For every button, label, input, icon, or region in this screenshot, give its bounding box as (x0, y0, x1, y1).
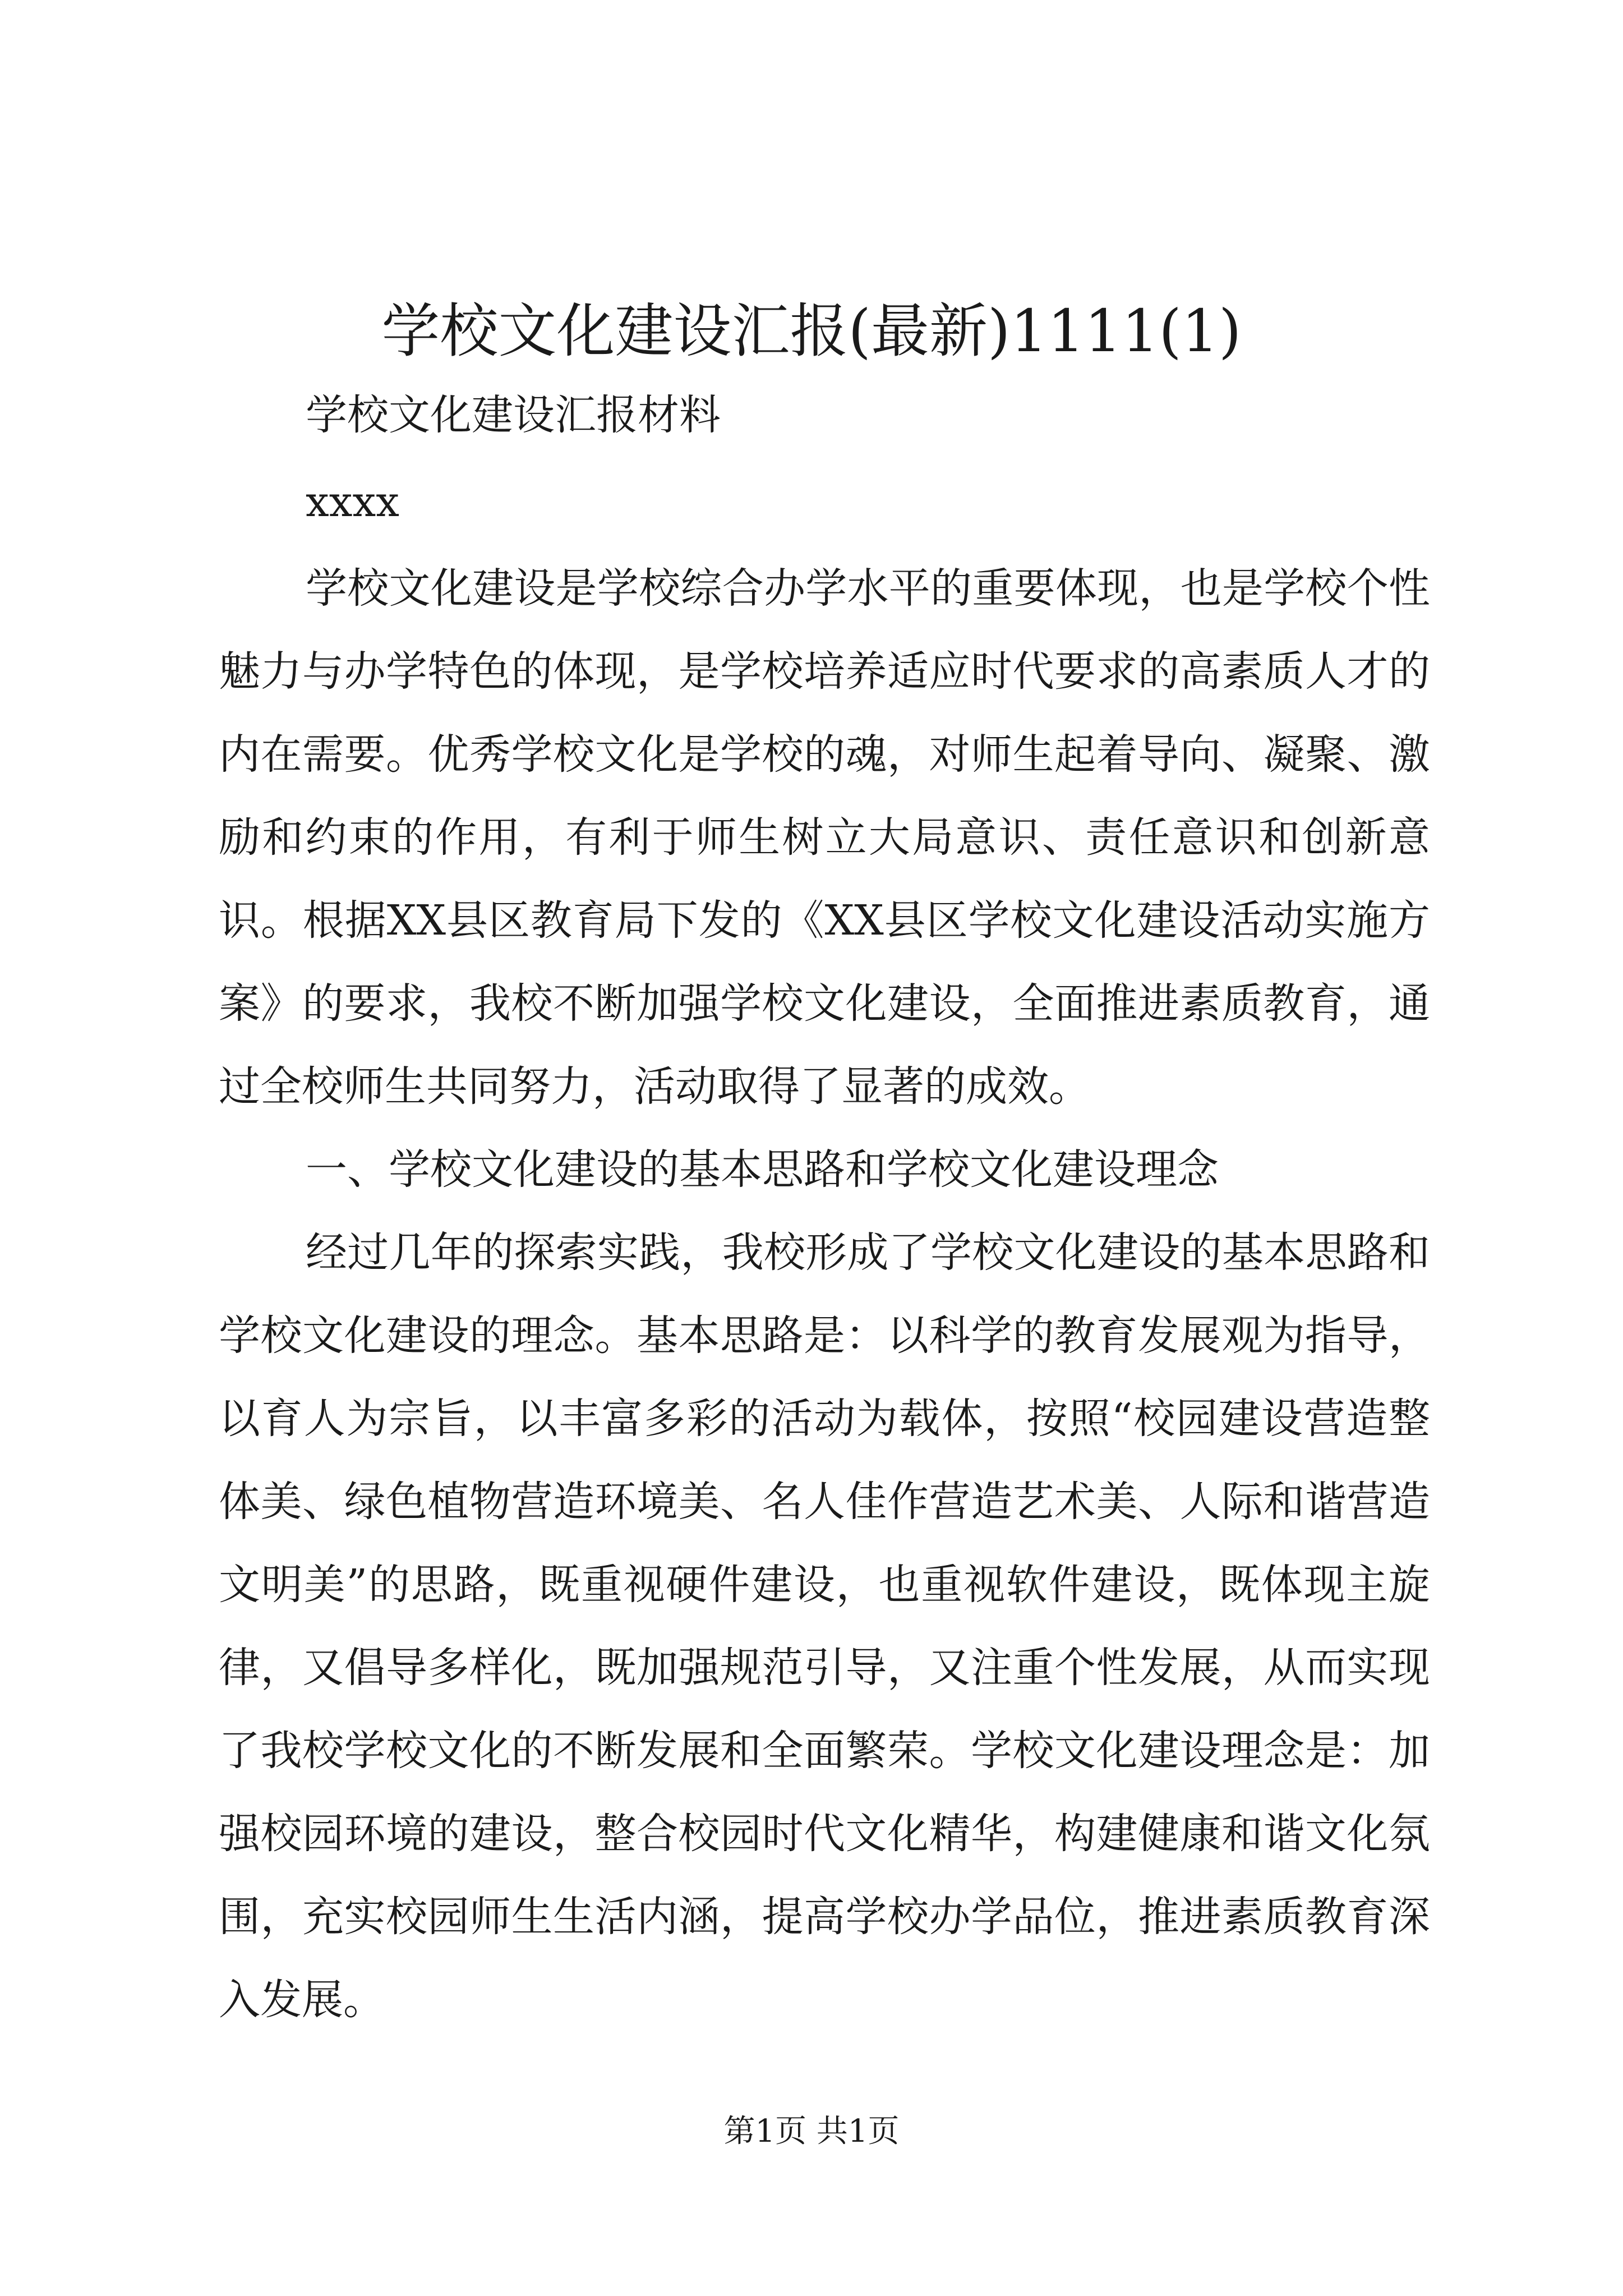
page-number-footer: 第1页 共1页 (723, 2113, 900, 2150)
document-author: xxxx (306, 478, 399, 526)
body-paragraph-section-1: 经过几年的探索实践，我校形成了学校文化建设的基本思路和学校文化建设的理念。基本思路是：以科学的教育发展观为指导，以育人为宗旨，以丰富多彩的活动为载体，按照“校园建设营造整体美、绿色植物营造环境美、名人佳作营造艺术美、人际和谐营造文明美”的思路，既重视硬件建设，也重视软件建设，既体现主旋律，又倡导多样化，既加强规范引导，又注重个性发展，从而实现了我校学校文化的不断发展和全面繁荣。学校文化建设理念是：加强校园环境的建设，整合校园时代文化精华，构建健康和谐文化氛围，充实校园师生生活内涵，提高学校办学品位，推进素质教育深入发展。 (219, 1228, 1430, 2024)
section-heading-1: 一、学校文化建设的基本思路和学校文化建设理念 (306, 1145, 1219, 1194)
document-body (219, 547, 1430, 2041)
body-paragraph-intro: 学校文化建设是学校综合办学水平的重要体现，也是学校个性魅力与办学特色的体现，是学校培养适应时代要求的高素质人才的内在需要。优秀学校文化是学校的魂，对师生起着导向、凝聚、激励和约束的作用，有利于师生树立大局意识、责任意识和创新意识。根据XX县区教育局下发的《XX县区学校文化建设活动实施方案》的要求，我校不断加强学校文化建设，全面推进素质教育，通过全校师生共同努力，活动取得了显著的成效。 (219, 564, 1430, 1111)
document-title: 学校文化建设汇报(最新)1111(1) (381, 297, 1242, 365)
document-subtitle: 学校文化建设汇报材料 (306, 391, 721, 439)
